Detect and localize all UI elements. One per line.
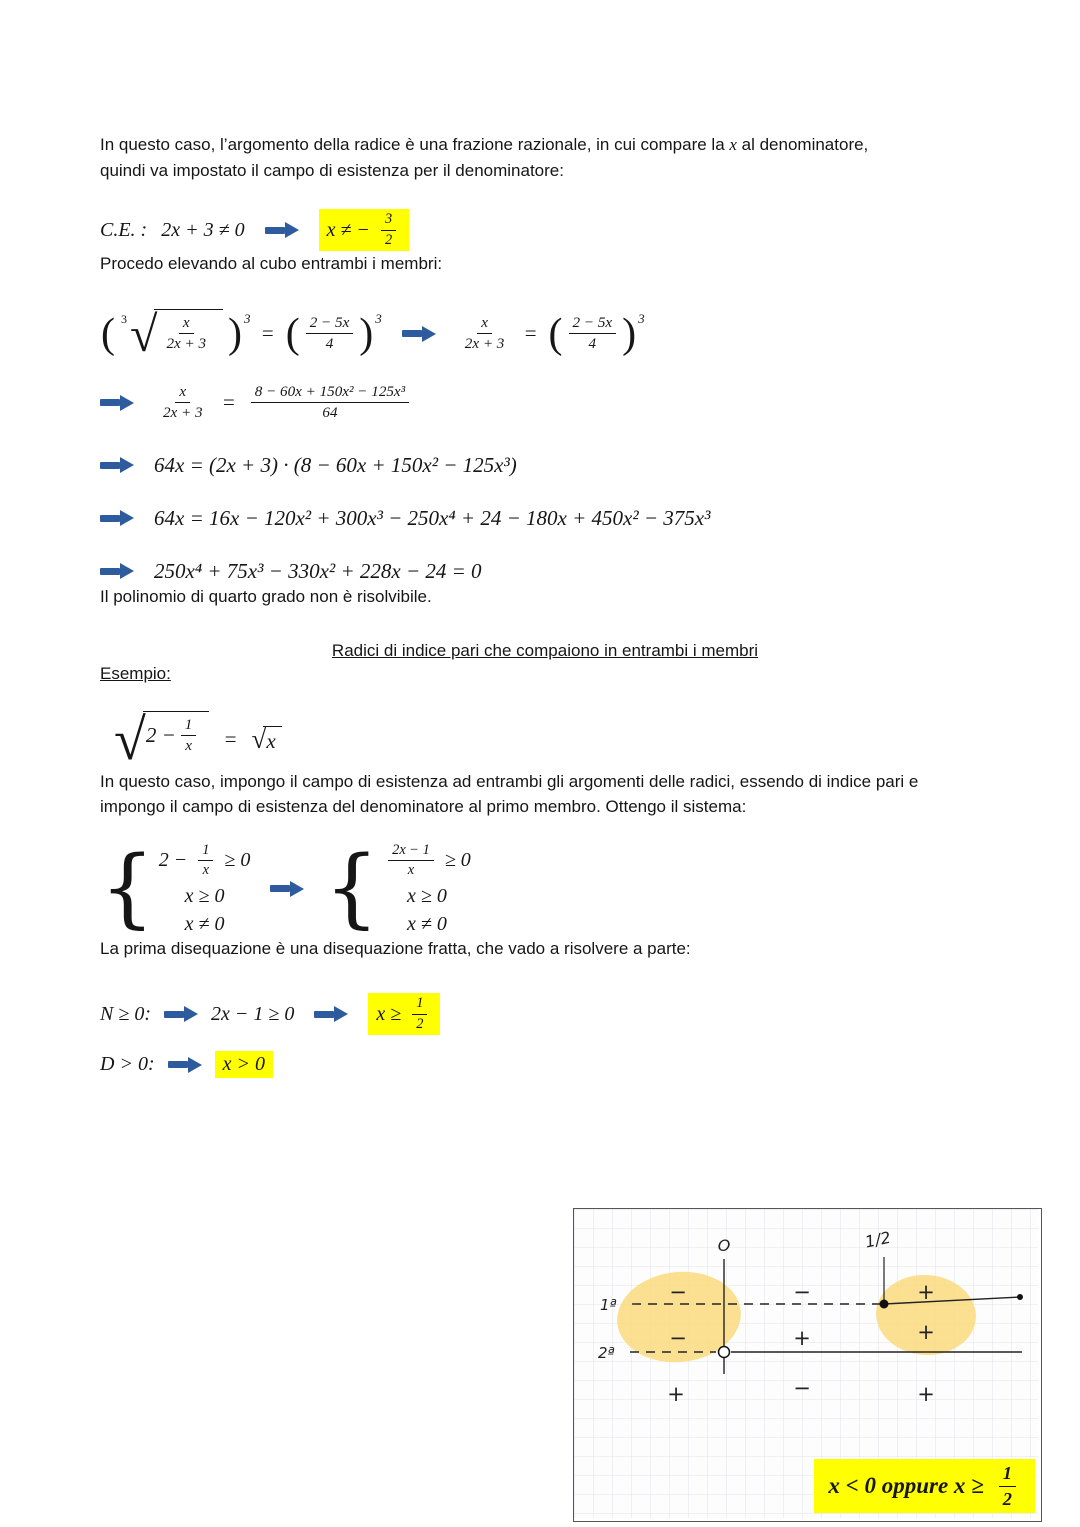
fraction-numerator: x	[477, 314, 492, 334]
radicand: x	[263, 726, 281, 754]
math-line-cube: ( 3 √ $\frac{x}{2x + 3}$ ) 3 = ( $\frac{2 - 5x}{4}$ ) 3 $\frac{x}{2x + 3}$ = ( $\frac{2 - 5x}{4}$ ) 3	[101, 305, 645, 362]
system-rows	[383, 842, 471, 936]
row-text: ≥ 0	[224, 849, 251, 872]
system-row	[383, 842, 471, 880]
system-rows	[159, 842, 251, 936]
fraction	[569, 314, 617, 354]
fraction-denominator: 2x + 3	[163, 405, 203, 422]
quartic-note-paragraph: Il polinomio di quarto grado non è risolvibile.	[100, 586, 432, 606]
square-root	[251, 723, 282, 754]
fraction-denominator: 64	[322, 405, 338, 422]
system-row: x ≥ 0	[407, 884, 447, 907]
fraction-denominator: 4	[325, 336, 334, 353]
radical-sign-icon: √	[251, 723, 267, 754]
sign: −	[793, 1280, 811, 1304]
system-transformed	[324, 838, 471, 939]
equation-text: 64x = 16x − 120x² + 300x³ − 250x⁴ + 24 − 180x + 450x² − 375x³	[154, 505, 711, 530]
equals-sign: =	[223, 727, 238, 751]
fraction-denominator: x	[202, 862, 210, 879]
fraction-denominator: 2	[1002, 1488, 1012, 1509]
fraction-numerator: x	[179, 314, 194, 334]
implies-arrow-icon	[100, 510, 134, 526]
ce-lhs: 2x + 3 ≠ 0	[161, 218, 245, 241]
equation-text: 64x = (2x + 3) · (8 − 60x + 150x² − 125x³)	[154, 452, 517, 477]
fraction-denominator: 2	[384, 231, 393, 248]
math-line-expanded-cube	[100, 383, 990, 423]
numerator-denominator-block	[100, 993, 990, 1078]
sign: +	[917, 1382, 935, 1406]
implies-arrow-icon	[100, 395, 134, 411]
implies-arrow-icon	[265, 222, 299, 238]
fraction-numerator: 2x − 1	[388, 842, 434, 862]
fraction-numerator: 2 − 5x	[569, 314, 617, 334]
system-row	[159, 842, 251, 880]
exponent: 3	[638, 310, 645, 326]
domain-paragraph: In questo caso, impongo il campo di esistenza ad entrambi gli argomenti delle radici, essendo di indice pari e impongo il campo di esistenza del denominatore al primo membro. Ottengo il sistema:	[100, 771, 919, 816]
radicand	[143, 711, 209, 756]
intro-text-a: In questo caso, l’argomento della radice è una frazione razionale, in cui compare la	[100, 135, 730, 154]
fraction-denominator: x	[185, 737, 192, 754]
implies-arrow-icon	[100, 457, 134, 473]
numerator-line	[100, 993, 990, 1035]
fraction	[251, 383, 409, 423]
intro-text-b: al denominatore, quindi va impostato il campo di esistenza per il denominatore:	[100, 135, 869, 180]
ce-result-highlight	[319, 209, 410, 251]
fraction	[381, 211, 396, 249]
sign-chart-box	[573, 1208, 1042, 1522]
denominator-result-highlight: x > 0	[215, 1051, 273, 1078]
implies-arrow-icon	[402, 326, 436, 342]
fraction-numerator: 1	[412, 995, 427, 1015]
cube-both-sides-paragraph: Procedo elevando al cubo entrambi i membri:	[100, 254, 443, 274]
fraction-numerator: 3	[381, 211, 396, 231]
denominator-line	[100, 1051, 990, 1078]
implies-arrow-icon	[164, 1006, 198, 1022]
row-text: 2 −	[158, 849, 188, 872]
fraction	[198, 842, 213, 880]
systems-row	[100, 838, 990, 939]
sign: −	[669, 1326, 687, 1350]
result-text: x ≥	[376, 1002, 402, 1025]
sign: −	[669, 1280, 687, 1304]
equals-sign: =	[221, 390, 236, 415]
zero-label: O	[717, 1236, 731, 1255]
fraction-denominator: 2x + 3	[464, 336, 505, 353]
fraction	[388, 842, 434, 880]
sign: +	[667, 1382, 685, 1406]
radicand	[154, 309, 223, 354]
implies-arrow-icon	[314, 1006, 348, 1022]
cube-root	[120, 305, 223, 362]
equals-sign: =	[260, 321, 275, 346]
sign: +	[917, 1280, 935, 1304]
numerator-inequality: 2x − 1 ≥ 0	[210, 1002, 295, 1025]
intro-variable-x: x	[729, 135, 737, 154]
denominator-label: D > 0:	[100, 1053, 155, 1076]
implies-arrow-icon	[270, 881, 304, 897]
conclusion-text: x < 0 oppure x ≥	[828, 1473, 984, 1499]
half-label: 1/2	[863, 1227, 893, 1252]
math-line-quartic	[100, 559, 990, 584]
system-row: x ≠ 0	[184, 912, 225, 935]
equation-text: 250x⁴ + 75x³ − 330x² + 228x − 24 = 0	[154, 558, 482, 583]
zero-open-circle	[719, 1347, 730, 1358]
fraction-denominator: 2	[416, 1015, 424, 1032]
sign: −	[793, 1376, 811, 1400]
fraction	[461, 314, 509, 354]
fraction	[999, 1462, 1016, 1510]
fraction	[162, 314, 210, 354]
fraction-denominator: 4	[588, 336, 597, 353]
implies-arrow-icon	[100, 563, 134, 579]
numerator-label: N ≥ 0:	[100, 1002, 151, 1025]
fraction-denominator: x	[407, 862, 415, 879]
fraction-numerator: 1	[181, 716, 197, 736]
ce-line	[100, 209, 990, 251]
half-point-dot	[880, 1300, 889, 1309]
system-row: x ≠ 0	[407, 912, 447, 935]
fraction-numerator: 8 − 60x + 150x² − 125x³	[251, 383, 409, 403]
fraction-numerator: x	[175, 383, 190, 403]
ce-result-text: x ≠ −	[326, 218, 370, 241]
radical-sign-icon: √	[114, 706, 146, 772]
intro-paragraph	[100, 132, 900, 183]
chart-conclusion-highlight	[814, 1459, 1035, 1513]
math-line-sqrt-equation	[100, 706, 990, 772]
fraction-numerator: 2 − 5x	[306, 314, 354, 334]
implies-arrow-icon	[168, 1057, 202, 1073]
system-brace: {	[324, 838, 380, 939]
fractional-inequality-paragraph: La prima disequazione è una disequazione fratta, che vado a risolvere a parte:	[100, 938, 691, 958]
numerator-result-highlight	[368, 993, 440, 1035]
exponent: 3	[244, 310, 251, 326]
equals-sign: =	[523, 321, 538, 346]
row1-end-dot	[1017, 1294, 1023, 1300]
fraction	[306, 314, 354, 354]
row-text: ≥ 0	[444, 849, 471, 872]
row1-label: 1ª	[600, 1296, 617, 1314]
fraction-numerator: 1	[198, 842, 213, 862]
exponent: 3	[375, 310, 382, 326]
sign: +	[793, 1326, 811, 1350]
square-root	[104, 706, 209, 772]
sign: +	[917, 1320, 935, 1344]
fraction	[159, 383, 207, 423]
fraction	[181, 716, 197, 756]
math-line-distributed	[100, 506, 990, 531]
section-heading: Radici di indice pari che compaiono in entrambi i membri	[331, 641, 759, 660]
example-label: Esempio:	[100, 664, 171, 683]
fraction-denominator: 2x + 3	[166, 336, 207, 353]
root-index: 3	[121, 311, 127, 326]
row2-label: 2ª	[598, 1344, 615, 1362]
ce-label: C.E. :	[100, 218, 148, 241]
radical-sign-icon: √	[130, 305, 158, 362]
fraction-numerator: 1	[999, 1462, 1016, 1486]
math-line-cross-multiplied	[100, 453, 990, 478]
system-original	[100, 838, 251, 939]
system-row: x ≥ 0	[184, 884, 225, 907]
radicand-text: 2 −	[145, 722, 176, 747]
fraction	[412, 995, 427, 1033]
system-brace: {	[100, 838, 155, 939]
